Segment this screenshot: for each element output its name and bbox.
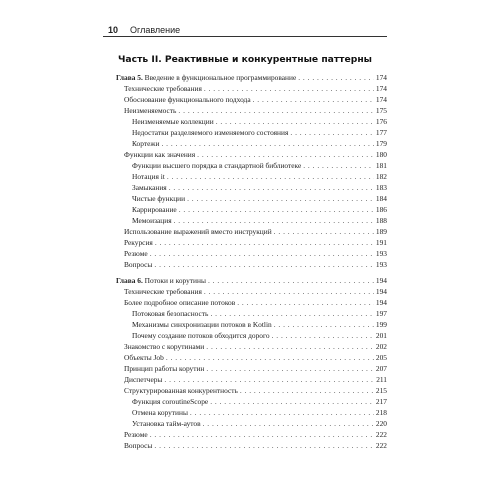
toc-page: 182 — [375, 172, 387, 181]
toc-entry[interactable] — [132, 183, 387, 194]
running-title: Оглавление — [130, 25, 181, 35]
toc-entry-text: Почему создание потоков обходится дорого — [132, 331, 270, 340]
toc-entry-text: Неизменяемость — [124, 106, 177, 115]
toc-entry[interactable] — [132, 408, 387, 419]
toc-entry[interactable] — [124, 150, 387, 161]
toc-entry-text: Установка тайм-аутов — [132, 419, 201, 428]
toc-chapter-5[interactable] — [116, 73, 387, 84]
toc-page: 218 — [375, 408, 387, 417]
toc-entry[interactable] — [124, 249, 387, 260]
toc-entry[interactable] — [132, 172, 387, 183]
toc-entry[interactable] — [132, 309, 387, 320]
toc-entry-text: Технические требования — [124, 287, 202, 296]
toc-entry[interactable] — [124, 287, 387, 298]
toc-entry-text: Мемоизация — [132, 216, 172, 225]
toc-page: 181 — [375, 161, 387, 170]
toc-entry[interactable] — [132, 397, 387, 408]
toc-page: 194 — [375, 287, 387, 296]
toc-entry-text: Механизмы синхронизации потоков в Kotlin — [132, 320, 272, 329]
toc-page: 194 — [375, 276, 387, 285]
toc-entry-text: Резюме — [124, 430, 148, 439]
toc-entry-text: Функции как значения — [124, 150, 196, 159]
toc-entry[interactable] — [124, 430, 387, 441]
toc-page: 217 — [375, 397, 387, 406]
toc-page: 175 — [375, 106, 387, 115]
toc-entry-text: Нотация it — [132, 172, 165, 181]
chapter-prefix: Глава 6. — [116, 276, 143, 285]
toc-page: 197 — [375, 309, 387, 318]
page-number: 10 — [108, 25, 119, 35]
chapter-prefix: Глава 5. — [116, 73, 143, 82]
toc-entry[interactable] — [124, 298, 387, 309]
toc-page: 199 — [375, 320, 387, 329]
toc-page: 193 — [375, 260, 387, 269]
toc-page: 222 — [375, 430, 387, 439]
toc-entry[interactable] — [132, 194, 387, 205]
part-title: Часть II. Реактивные и конкурентные паттерны — [118, 54, 372, 65]
toc-entry[interactable] — [124, 441, 387, 452]
toc-entry-text: Неизменяемые коллекции — [132, 117, 214, 126]
toc-entry-text: Чистые функции — [132, 194, 186, 203]
toc-entry-text: Знакомство с корутинами — [124, 342, 205, 351]
toc-entry[interactable] — [132, 331, 387, 342]
toc-entry-text: Резюме — [124, 249, 148, 258]
toc-entry-text: Замыкания — [132, 183, 167, 192]
toc-entry[interactable] — [124, 353, 387, 364]
toc-page: 201 — [375, 331, 387, 340]
toc-page: 188 — [375, 216, 387, 225]
toc-entry-text: Кортежи — [132, 139, 160, 148]
toc-entry[interactable] — [132, 161, 387, 172]
toc-entry-text: Потоковая безопасность — [132, 309, 209, 318]
toc-entry-text: Функция coroutineScope — [132, 397, 209, 406]
toc-page: 220 — [375, 419, 387, 428]
toc-entry[interactable] — [124, 106, 387, 117]
toc-page: 184 — [375, 194, 387, 203]
toc-entry[interactable] — [124, 227, 387, 238]
toc-page: 211 — [376, 375, 387, 384]
toc-entry[interactable] — [124, 375, 387, 386]
toc-entry[interactable] — [124, 260, 387, 271]
toc-entry-text: Отмена корутины — [132, 408, 188, 417]
toc-entry-text: Обоснование функционального подхода — [124, 95, 251, 104]
toc-entry[interactable] — [124, 386, 387, 397]
toc-entry-text: Использование выражений вместо инструкций — [124, 227, 272, 236]
toc-page: 207 — [375, 364, 387, 373]
toc-page: 186 — [375, 205, 387, 214]
toc-entry[interactable] — [132, 205, 387, 216]
toc-page: 177 — [375, 128, 387, 137]
toc-entry[interactable] — [124, 238, 387, 249]
chapter-title: Введение в функциональное программирование — [144, 73, 297, 82]
toc-entry[interactable] — [132, 320, 387, 331]
toc-entry[interactable] — [132, 419, 387, 430]
toc-page: 222 — [375, 441, 387, 450]
toc-entry[interactable] — [124, 342, 387, 353]
toc-page: 174 — [375, 84, 387, 93]
toc-chapter-6[interactable] — [116, 276, 387, 287]
toc-entry-text: Диспетчеры — [124, 375, 163, 384]
toc-page: 202 — [375, 342, 387, 351]
toc-page: 191 — [375, 238, 387, 247]
toc-entry-text: Технические требования — [124, 84, 202, 93]
toc-entry-text: Рекурсия — [124, 238, 153, 247]
toc-page: 183 — [375, 183, 387, 192]
toc-entry[interactable] — [124, 84, 387, 95]
toc-page: 176 — [375, 117, 387, 126]
toc-entry-text: Каррирование — [132, 205, 177, 214]
toc-entry-text: Объекты Job — [124, 353, 164, 362]
toc-entry-text: Вопросы — [124, 441, 153, 450]
toc-entry[interactable] — [124, 364, 387, 375]
toc-entry-text: Недостатки разделяемого изменяемого состояния — [132, 128, 289, 137]
toc-page: 215 — [375, 386, 387, 395]
toc-entry-text: Более подробное описание потоков — [124, 298, 236, 307]
toc-entry[interactable] — [132, 128, 387, 139]
toc-page: 193 — [375, 249, 387, 258]
chapter-title: Потоки и корутины — [144, 276, 206, 285]
toc-page: 179 — [375, 139, 387, 148]
toc-page: 205 — [375, 353, 387, 362]
toc-entry-text: Вопросы — [124, 260, 153, 269]
toc-page: 174 — [375, 73, 387, 82]
toc-entry[interactable] — [124, 95, 387, 106]
toc-entry-text: Принцип работы корутин — [124, 364, 205, 373]
toc-page: 189 — [375, 227, 387, 236]
toc-entry-text: Структурированная конкурентность — [124, 386, 238, 395]
toc-page: 174 — [375, 95, 387, 104]
toc-entry[interactable] — [132, 216, 387, 227]
toc-page: 194 — [375, 298, 387, 307]
toc-page: 180 — [375, 150, 387, 159]
toc-entry-text: Функции высшего порядка в стандартной библиотеке — [132, 161, 302, 170]
toc-entry[interactable] — [132, 117, 387, 128]
toc-entry[interactable] — [132, 139, 387, 150]
